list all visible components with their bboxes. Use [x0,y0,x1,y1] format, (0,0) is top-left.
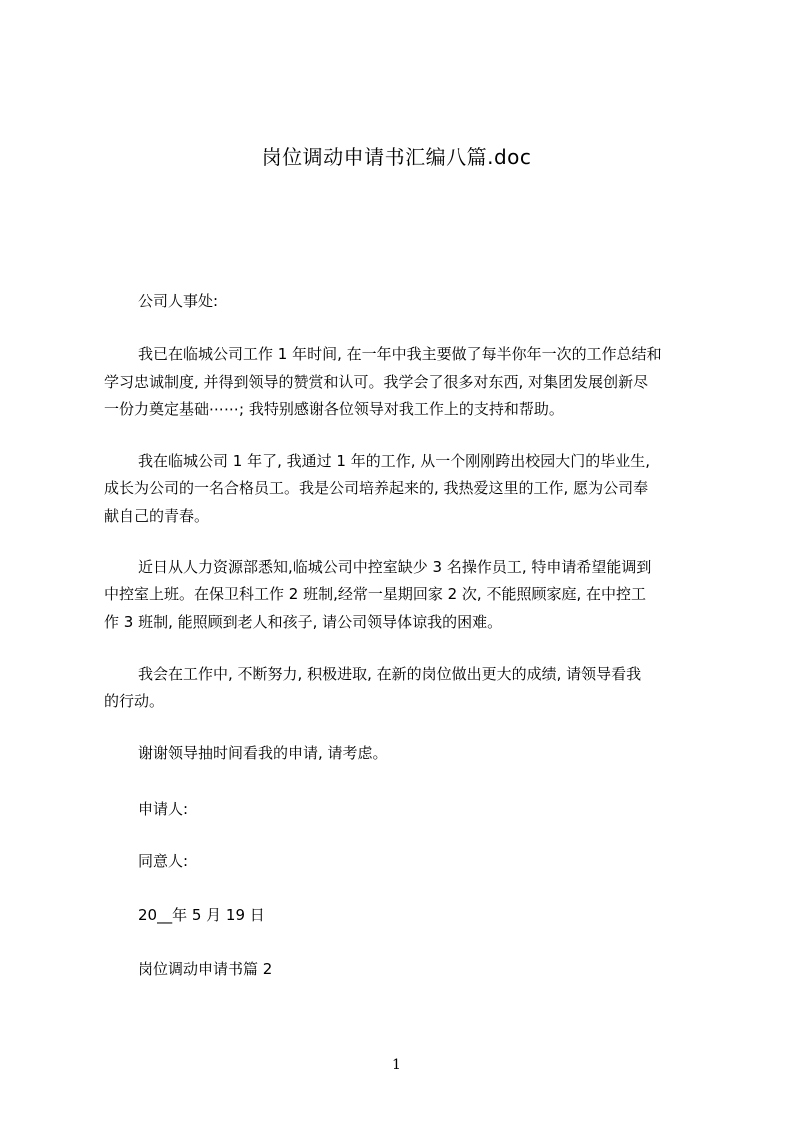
section-heading: 岗位调动申请书篇 2 [138,960,273,978]
document-title: 岗位调动申请书汇编八篇.doc [261,145,532,169]
paragraph-line: 献自己的青春。 [104,507,210,525]
salutation: 公司人事处: [138,292,219,310]
paragraph-line: 我已在临城公司工作 1 年时间, 在一年中我主要做了每半你年一次的工作总结和 [138,345,662,363]
paragraph-line: 近日从人力资源部悉知,临城公司中控室缺少 3 名操作员工, 特申请希望能调到 [138,558,652,576]
paragraph-line: 学习忠诚制度, 并得到领导的赞赏和认可。我学会了很多对东西, 对集团发展创新尽 [104,373,649,391]
paragraph-line: 中控室上班。在保卫科工作 2 班制,经常一星期回家 2 次, 不能照顾家庭, 在中控工 [104,585,647,603]
paragraph-line: 作 3 班制, 能照顾到老人和孩子, 请公司领导体谅我的困难。 [104,613,503,631]
paragraph-line: 我会在工作中, 不断努力, 积极进取, 在新的岗位做出更大的成绩, 请领导看我 [138,665,642,683]
date-line: 20__年 5 月 19 日 [138,906,265,924]
paragraph-line: 我在临城公司 1 年了, 我通过 1 年的工作, 从一个刚刚跨出校园大门的毕业生, [138,452,651,470]
approver-label: 同意人: [138,852,189,870]
applicant-label: 申请人: [138,800,189,818]
paragraph-line: 的行动。 [104,692,165,710]
paragraph-line: 成长为公司的一名合格员工。我是公司培养起来的, 我热爱这里的工作, 愿为公司奉 [104,479,649,497]
page-number: 1 [392,1057,401,1073]
paragraph-line: 一份力奠定基础⋯⋯; 我特别感谢各位领导对我工作上的支持和帮助。 [104,400,564,418]
closing-text: 谢谢领导抽时间看我的申请, 请考虑。 [138,744,388,762]
